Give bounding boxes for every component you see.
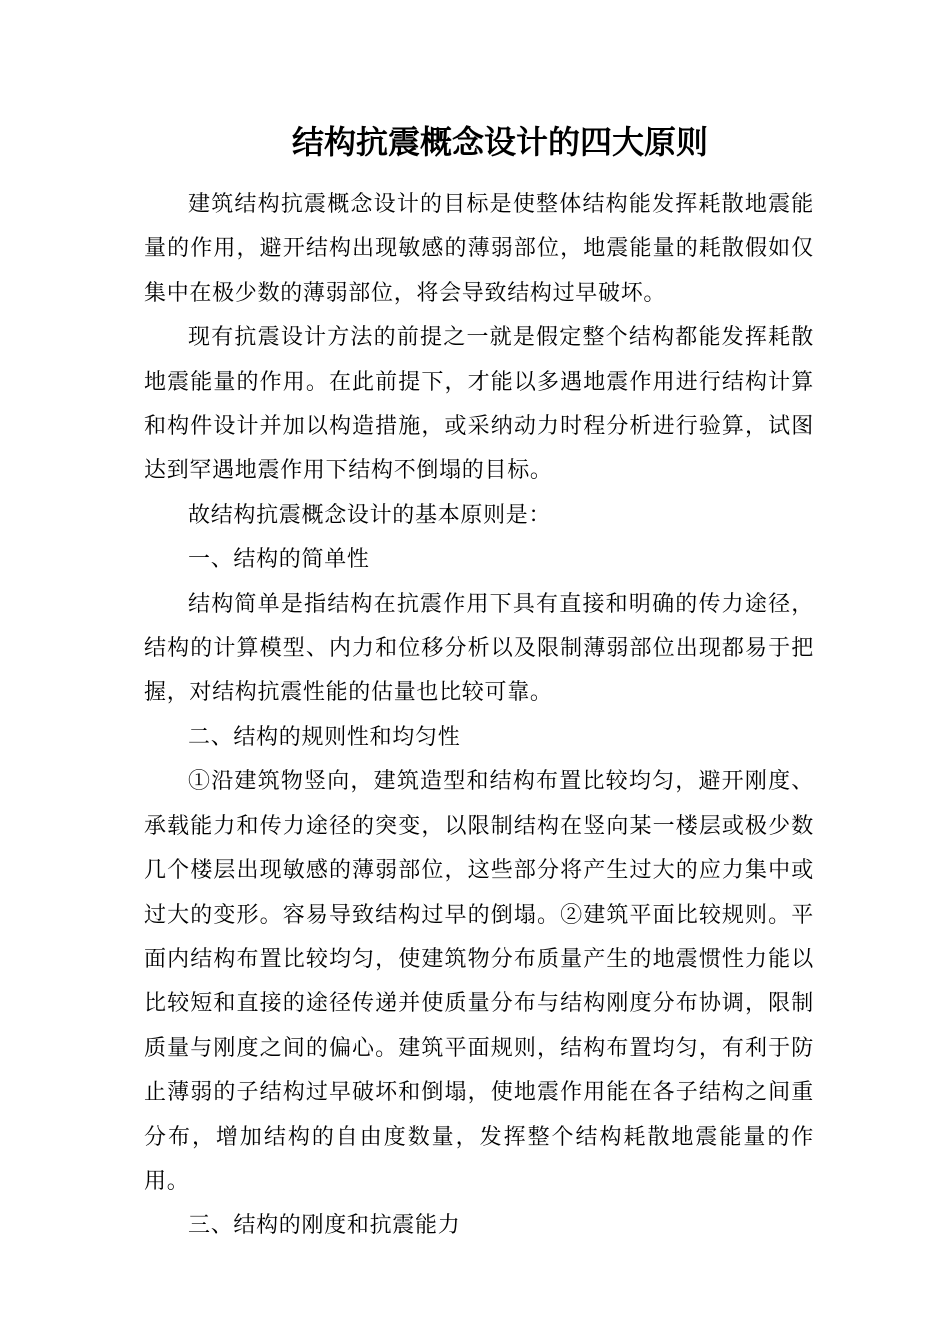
paragraph-simplicity: 结构简单是指结构在抗震作用下具有直接和明确的传力途径，结构的计算模型、内力和位移分析以及限制薄弱部位出现都易于把握，对结构抗震性能的估量也比较可靠。 bbox=[144, 591, 814, 706]
heading-simplicity: 一、结构的简单性 bbox=[188, 547, 370, 573]
heading-regularity: 二、结构的规则性和均匀性 bbox=[188, 724, 461, 750]
heading-stiffness: 三、结构的刚度和抗震能力 bbox=[188, 1213, 461, 1239]
document-body bbox=[144, 183, 814, 1249]
paragraph-principles-intro: 故结构抗震概念设计的基本原则是： bbox=[188, 502, 552, 528]
paragraph-regularity: ①沿建筑物竖向，建筑造型和结构布置比较均匀，避开刚度、承载能力和传力途径的突变，以限制结构在竖向某一楼层或极少数几个楼层出现敏感的薄弱部位，这些部分将产生过大的应力集中或过大的变形。容易导致结构过早的倒塌。②建筑平面比较规则。平面内结构布置比较均匀，使建筑物分布质量产生的地震惯性力能以比较短和直接的途径传递并使质量分布与结构刚度分布协调，限制质量与刚度之间的偏心。建筑平面规则，结构布置均匀，有利于防止薄弱的子结构过早破坏和倒塌，使地震作用能在各子结构之间重分布，增加结构的自由度数量，发挥整个结构耗散地震能量的作用。 bbox=[144, 769, 814, 1194]
paragraph-goal: 建筑结构抗震概念设计的目标是使整体结构能发挥耗散地震能量的作用，避开结构出现敏感的薄弱部位，地震能量的耗散假如仅集中在极少数的薄弱部位，将会导致结构过早破坏。 bbox=[144, 192, 814, 306]
paragraph-premise: 现有抗震设计方法的前提之一就是假定整个结构都能发挥耗散地震能量的作用。在此前提下，才能以多遇地震作用进行结构计算和构件设计并加以构造措施，或采纳动力时程分析进行验算，试图达到罕遇地震作用下结构不倒塌的目标。 bbox=[144, 325, 814, 484]
document-title: 结构抗震概念设计的四大原则 bbox=[291, 123, 708, 161]
